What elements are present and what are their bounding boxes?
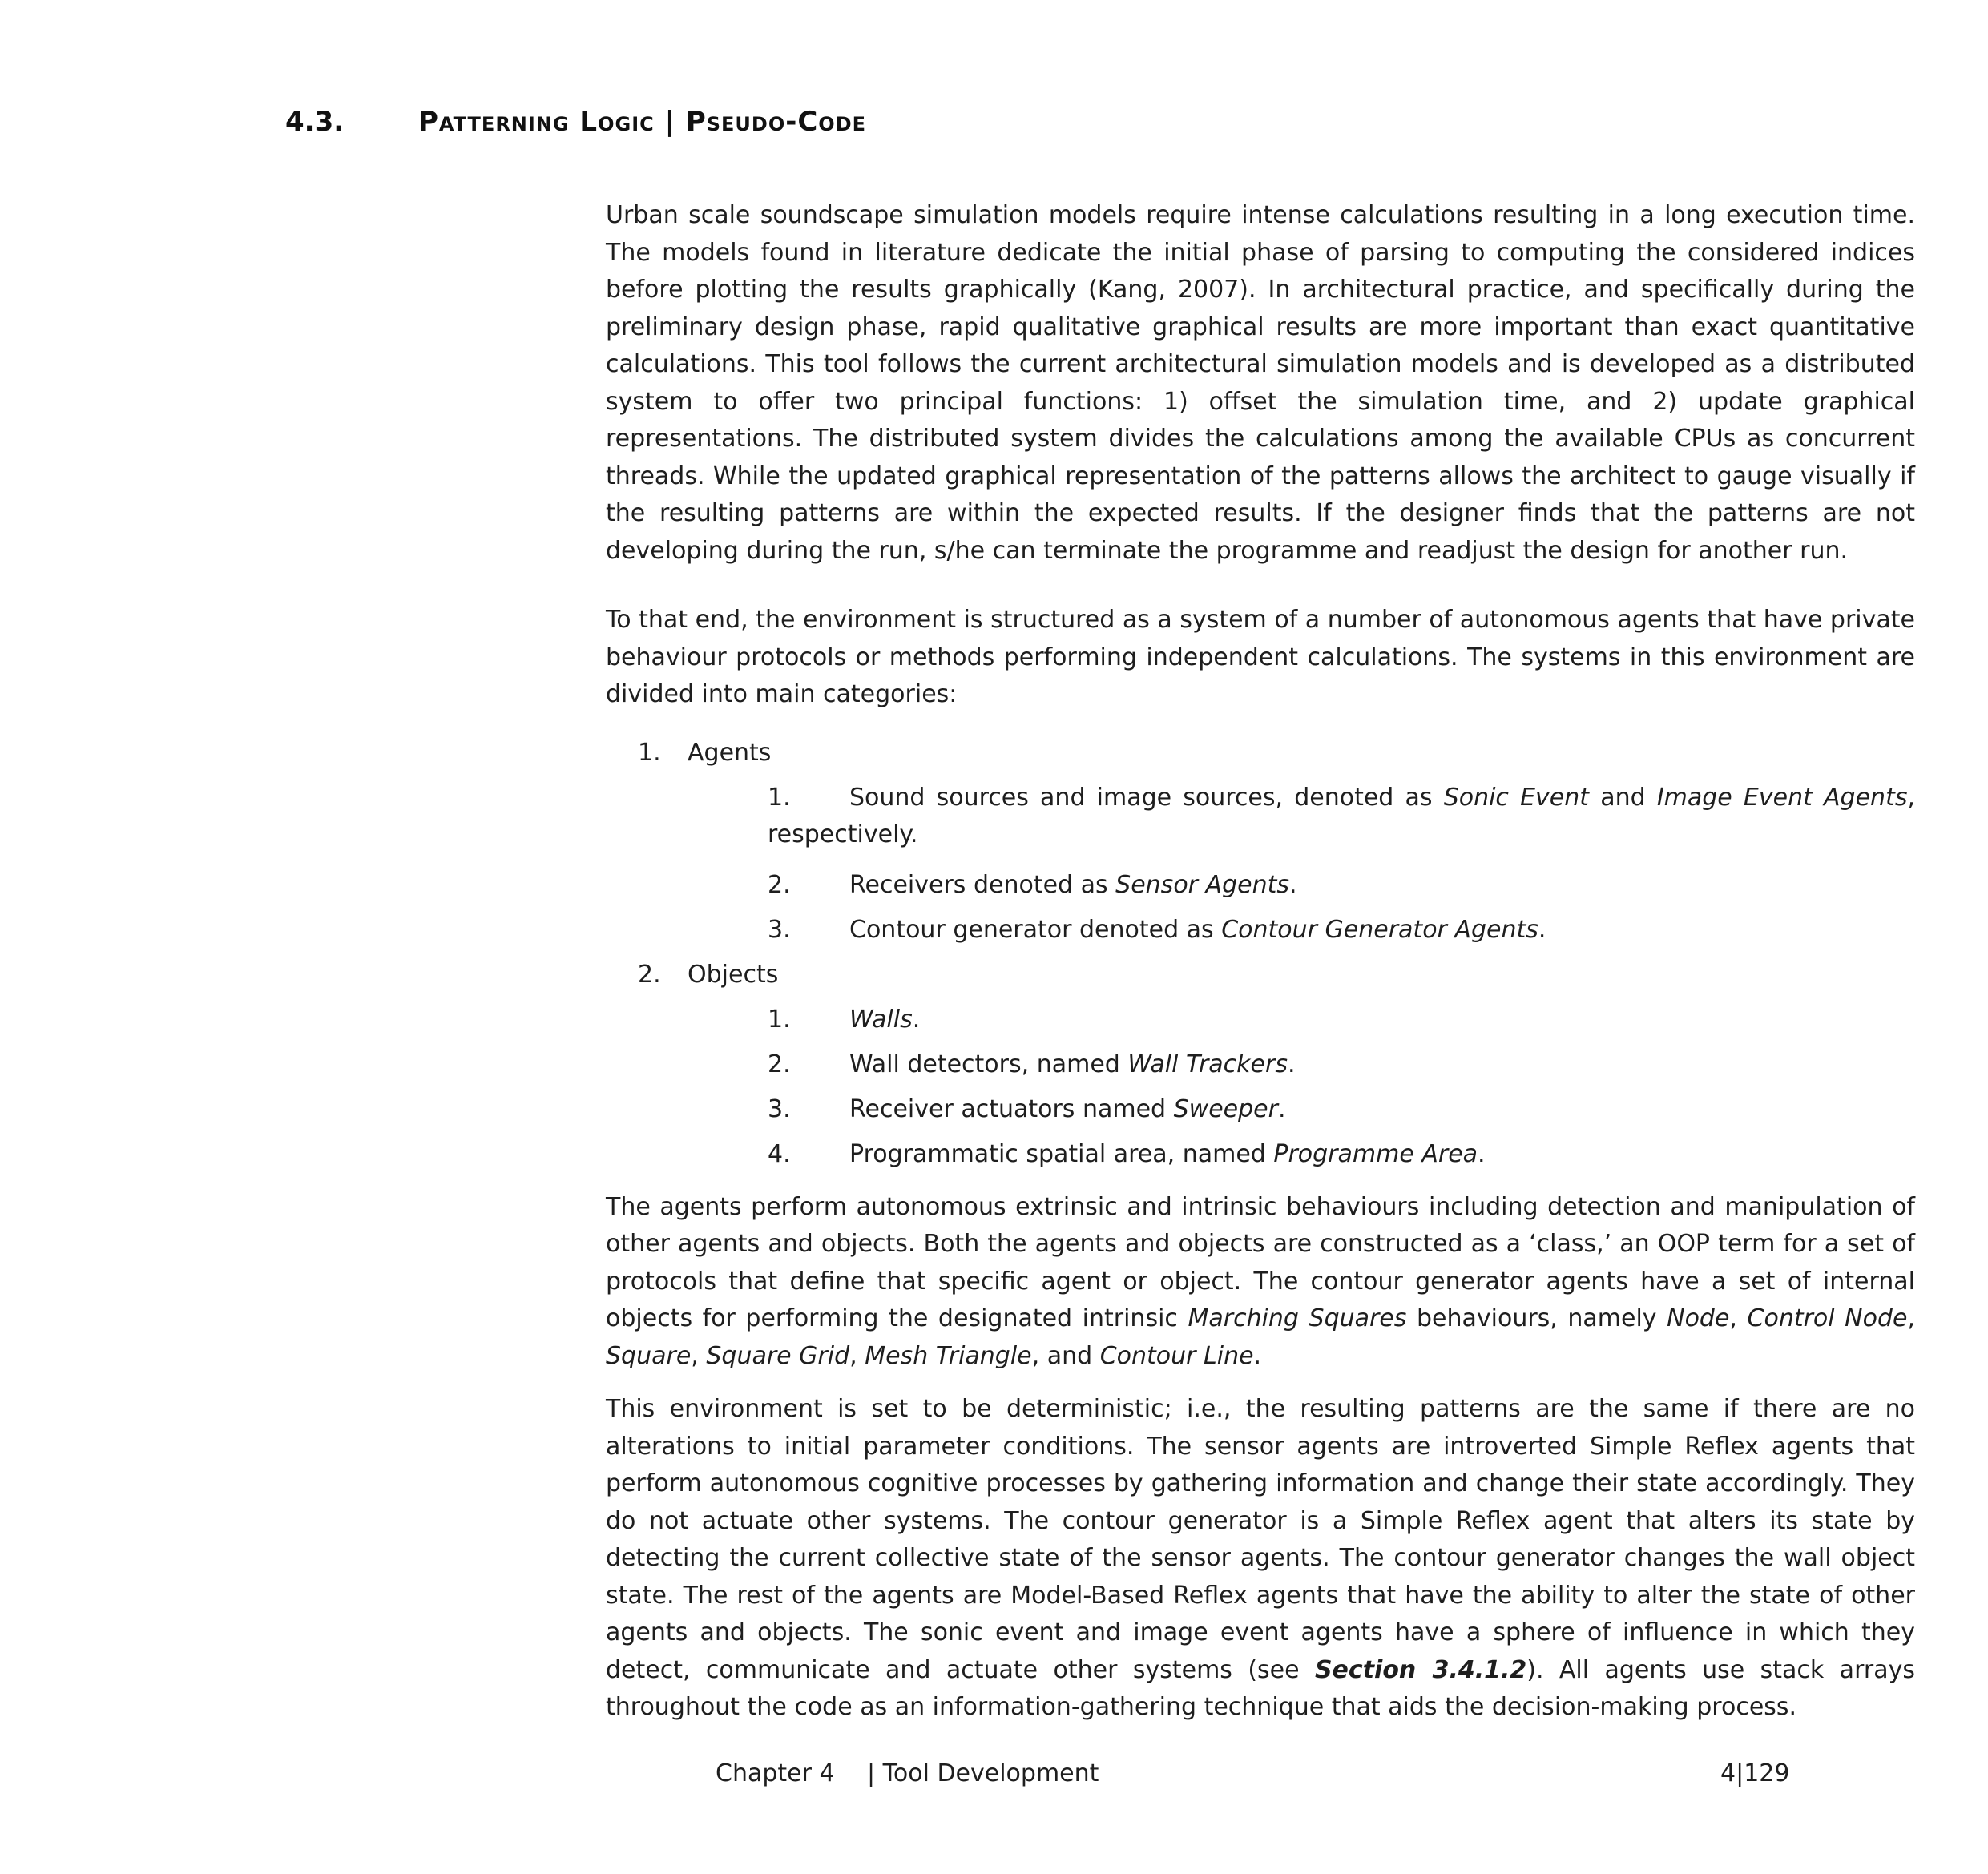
list-item-objects	[606, 957, 1915, 1001]
list-number: 2.	[638, 960, 661, 989]
paragraph-deterministic: This environment is set to be deterministic; i.e., the resulting patterns are the same if there are no alterations to initial parameter conditions. The sensor agents are introverted Simple Reflex agents that perform autonomous cognitive processes by gathering information and change their state accordingly. They do not actuate other systems. The contour generator is a Simple Reflex agent that alters its state by detecting the current collective state of the sensor agents. The contour generator changes the wall object state. The rest of the agents are Model-Based Reflex agents that have the ability to alter the state of other agents and objects. The sonic event and image event agents have a sphere of influence in which they detect, communicate and actuate other systems (see Section 3.4.1.2). All agents use stack arrays throughout the code as an information-gathering technique that aids the decision-making process.	[606, 1395, 1915, 1721]
paragraph-intro: Urban scale soundscape simulation models require intense calculations resulting in a long execution time. The models found in literature dedicate the initial phase of parsing to computing the considered indices before plotting the results graphically (Kang, 2007). In architectural practice, and specifically during the preliminary design phase, rapid qualitative graphical results are more important than exact quantitative calculations. This tool follows the current architectural simulation models and is developed as a distributed system to offer two principal functions: 1) offset the simulation time, and 2) update graphical representations. The distributed system divides the calculations among the available CPUs as concurrent threads. While the updated graphical representation of the patterns allows the architect to gauge visually if the resulting patterns are within the expected results. If the designer finds that the patterns are not developing during the run, s/he can terminate the programme and readjust the design for another run.	[606, 201, 1915, 565]
footer-chapter: Chapter 4	[716, 1759, 835, 1787]
section-title: Patterning Logic | Pseudo-Code	[418, 106, 867, 138]
list-text: Walls.	[849, 1005, 921, 1034]
list-subitem	[768, 912, 1915, 957]
list-number: 1.	[768, 783, 791, 812]
section-number: 4.3.	[285, 106, 345, 138]
footer-page-number: 4|129	[1720, 1759, 1790, 1787]
list-text: Receiver actuators named Sweeper.	[849, 1094, 1286, 1123]
footer-section: | Tool Development	[867, 1759, 1099, 1787]
body-content	[606, 197, 1915, 1727]
list-number: 2.	[768, 1050, 791, 1078]
list-text: Receivers denoted as Sensor Agents.	[849, 870, 1297, 899]
list-number: 2.	[768, 870, 791, 899]
list-item-agents	[606, 735, 1915, 780]
list-text: Wall detectors, named Wall Trackers.	[849, 1050, 1296, 1078]
section-reference: Section 3.4.1.2	[1314, 1655, 1527, 1684]
list-subitem	[768, 1091, 1915, 1136]
list-subitem	[768, 867, 1915, 912]
list-number: 1.	[768, 1005, 791, 1034]
list-subitem	[768, 1001, 1915, 1046]
list-subitem	[768, 1046, 1915, 1091]
paragraph-structure: To that end, the environment is structured as a system of a number of autonomous agents that have private behaviour protocols or methods performing independent calculations. The systems in this environment are divided into main categories:	[606, 606, 1915, 708]
paragraph-agents: The agents perform autonomous extrinsic and intrinsic behaviours including detection and manipulation of other agents and objects. Both the agents and objects are constructed as a ‘class,’ an OOP term for a set of protocols that define that specific agent or object. The contour generator agents have a set of internal objects for performing the designated intrinsic Marching Squares behaviours, namely Node, Control Node, Square, Square Grid, Mesh Triangle, and Contour Line.	[606, 1192, 1916, 1370]
list-text: Sound sources and image sources, denoted as Sonic Event and Image Event Agents, respectively.	[768, 783, 1916, 848]
list-label: Agents	[688, 738, 772, 767]
list-number: 3.	[768, 1094, 791, 1123]
list-text: Programmatic spatial area, named Programme Area.	[849, 1139, 1486, 1168]
list-subitem	[768, 780, 1915, 854]
list-label: Objects	[688, 960, 779, 989]
list-text: Contour generator denoted as Contour Generator Agents.	[849, 915, 1546, 944]
list-number: 4.	[768, 1139, 791, 1168]
list-subitem	[768, 1136, 1915, 1181]
list-number: 3.	[768, 915, 791, 944]
list-number: 1.	[638, 738, 661, 767]
categories-list	[606, 735, 1915, 1181]
